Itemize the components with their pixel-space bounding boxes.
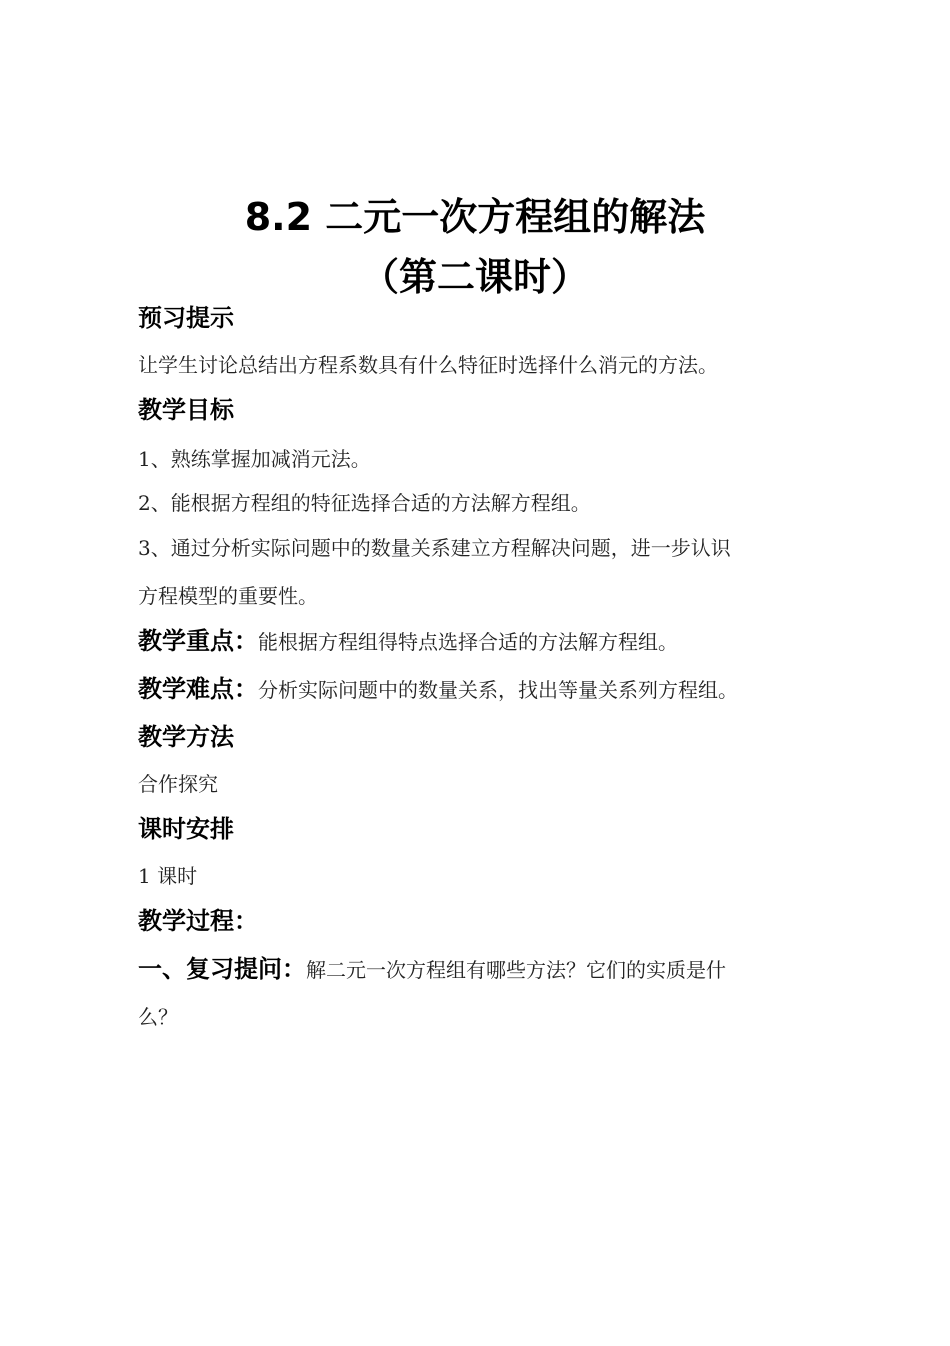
document-title: 8.2 二元一次方程组的解法: [244, 195, 706, 239]
objective-item-continued: 方程模型的重要性。: [138, 584, 318, 608]
preview-text: 让学生讨论总结出方程系数具有什么特征时选择什么消元的方法。: [138, 353, 718, 377]
review-line: [138, 955, 726, 984]
review-text: 解二元一次方程组有哪些方法？它们的实质是什: [306, 958, 726, 982]
method-heading: 教学方法: [138, 723, 234, 751]
document-subtitle: （第二课时）: [360, 255, 589, 299]
difficulty-line: [138, 675, 738, 704]
objective-item: 3、通过分析实际问题中的数量关系建立方程解决问题，进一步认识: [138, 536, 731, 560]
key-point-line: [138, 627, 678, 656]
key-point-label: 教学重点：: [138, 627, 258, 655]
objectives-heading: 教学目标: [138, 396, 234, 424]
process-heading: 教学过程：: [138, 907, 258, 935]
key-point-text: 能根据方程组得特点选择合适的方法解方程组。: [258, 630, 678, 654]
schedule-heading: 课时安排: [138, 815, 234, 843]
review-label: 一、复习提问：: [138, 954, 306, 983]
method-text: 合作探究: [138, 772, 218, 796]
review-text-continued: 么？: [138, 1005, 178, 1029]
schedule-text: 1 课时: [138, 864, 198, 888]
difficulty-text: 分析实际问题中的数量关系，找出等量关系列方程组。: [258, 678, 738, 702]
objective-item: 2、能根据方程组的特征选择合适的方法解方程组。: [138, 491, 591, 515]
preview-heading: 预习提示: [138, 304, 234, 332]
objective-item: 1、熟练掌握加减消元法。: [138, 447, 371, 471]
difficulty-label: 教学难点：: [138, 675, 258, 703]
